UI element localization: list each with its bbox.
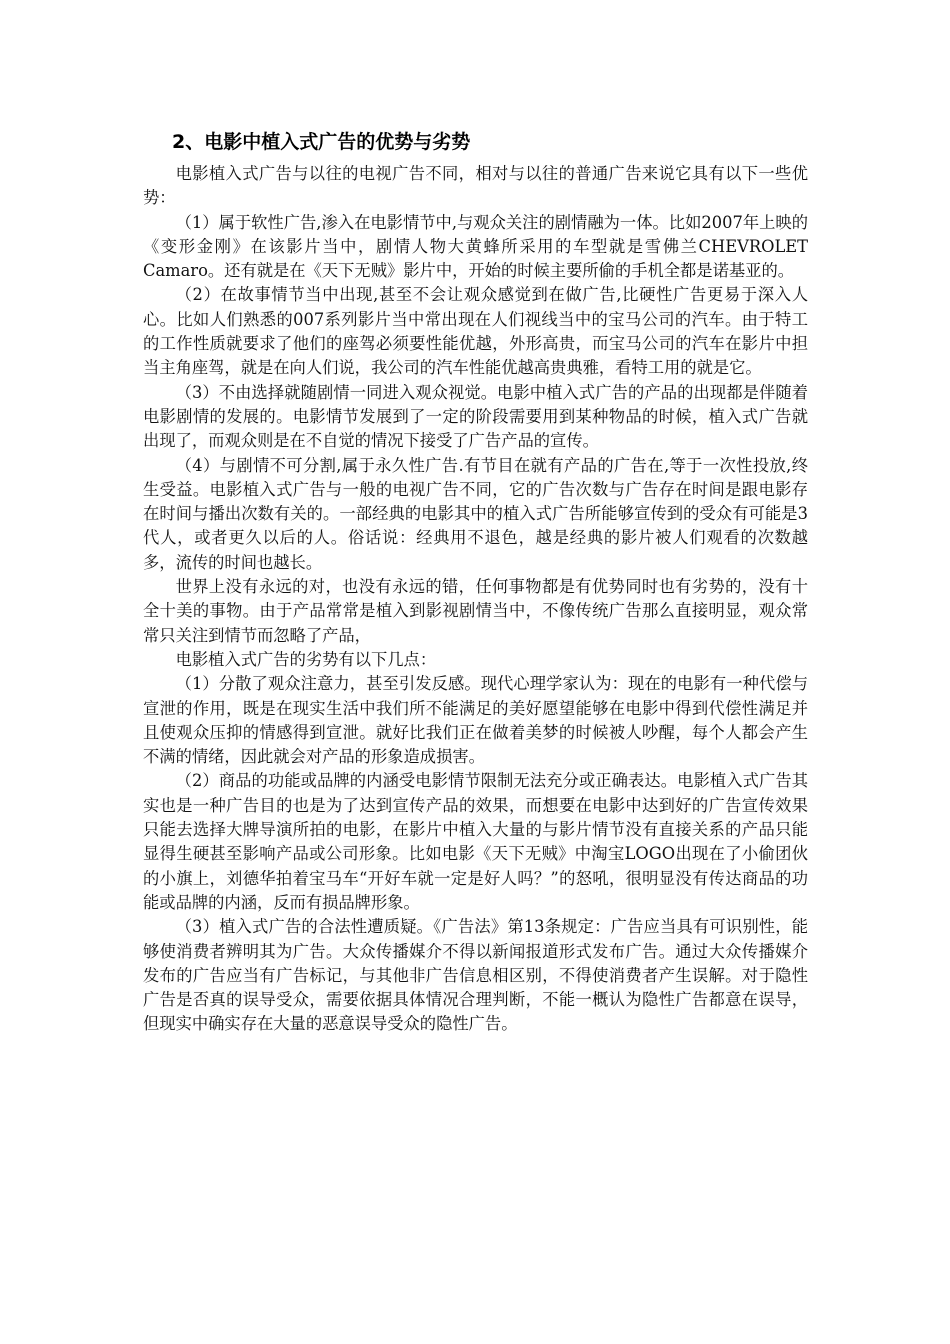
paragraph-advantage-3: （3）不由选择就随剧情一同进入观众视觉。电影中植入式广告的产品的出现都是伴随着电影剧情的发展的。电影情节发展到了一定的阶段需要用到某种物品的时候，植入式广告就出现了，而观众则是在不自觉的情况下接受了广告产品的宣传。 (143, 382, 808, 451)
paragraph-disadvantage-3: （3）植入式广告的合法性遭质疑。《广告法》第13条规定：广告应当具有可识别性，能够使消费者辨明其为广告。大众传播媒介不得以新闻报道形式发布广告。通过大众传播媒介发布的广告应当有广告标记，与其他非广告信息相区别，不得使消费者产生误解。对于隐性广告是否真的误导受众，需要依据具体情况合理判断，不能一概认为隐性广告都意在误导，但现实中确实存在大量的恶意误导受众的隐性广告。 (143, 917, 808, 1034)
section-heading: 2、电影中植入式广告的优势与劣势 (172, 131, 471, 153)
body-text (143, 162, 808, 1037)
paragraph-advantage-1: （1）属于软性广告,渗入在电影情节中,与观众关注的剧情融为一体。比如2007年上映的《变形金刚》在该影片当中，剧情人物大黄蜂所采用的车型就是雪佛兰CHEVROLET Camaro。还有就是在《天下无贼》影片中，开始的时候主要所偷的手机全都是诺基亚的。 (143, 212, 808, 281)
paragraph-advantage-4: （4）与剧情不可分割,属于永久性广告.有节目在就有产品的广告在,等于一次性投放,终生受益。电影植入式广告与一般的电视广告不同，它的广告次数与广告存在时间是跟电影存在时间与播出次数有关的。一部经典的电影其中的植入式广告所能够宣传到的受众有可能是3代人，或者更久以后的人。俗话说：经典用不退色，越是经典的影片被人们观看的次数越多，流传的时间也越长。 (143, 455, 808, 572)
paragraph-transition: 世界上没有永远的对，也没有永远的错，任何事物都是有优势同时也有劣势的，没有十全十美的事物。由于产品常常是植入到影视剧情当中，不像传统广告那么直接明显，观众常常只关注到情节而忽略了产品， (143, 577, 808, 645)
paragraph-intro: 电影植入式广告与以往的电视广告不同，相对与以往的普通广告来说它具有以下一些优势： (143, 164, 808, 208)
paragraph-disadvantage-intro: 电影植入式广告的劣势有以下几点： (175, 649, 437, 669)
paragraph-advantage-2: （2）在故事情节当中出现,甚至不会让观众感觉到在做广告,比硬性广告更易于深入人心。比如人们熟悉的007系列影片当中常出现在人们视线当中的宝马公司的汽车。由于特工的工作性质就要求了他们的座驾必须要性能优越，外形高贵，而宝马公司的汽车在影片中担当主角座驾，就是在向人们说，我公司的汽车性能优越高贵典雅，看特工用的就是它。 (143, 285, 808, 378)
paragraph-disadvantage-1: （1）分散了观众注意力，甚至引发反感。现代心理学家认为：现在的电影有一种代偿与宣泄的作用，既是在现实生活中我们所不能满足的美好愿望能够在电影中得到代偿性满足并且使观众压抑的情感得到宣泄。就好比我们正在做着美梦的时候被人吵醒，每个人都会产生不满的情绪，因此就会对产品的形象造成损害。 (143, 674, 808, 767)
paragraph-disadvantage-2: （2）商品的功能或品牌的内涵受电影情节限制无法充分或正确表达。电影植入式广告其实也是一种广告目的也是为了达到宣传产品的效果，而想要在电影中达到好的广告宣传效果只能去选择大牌导演所拍的电影，在影片中植入大量的与影片情节没有直接关系的产品只能显得生硬甚至影响产品或公司形象。比如电影《天下无贼》中淘宝LOGO出现在了小偷团伙的小旗上，刘德华拍着宝马车“开好车就一定是好人吗？”的怒吼，很明显没有传达商品的功能或品牌的内涵，反而有损品牌形象。 (143, 771, 808, 912)
